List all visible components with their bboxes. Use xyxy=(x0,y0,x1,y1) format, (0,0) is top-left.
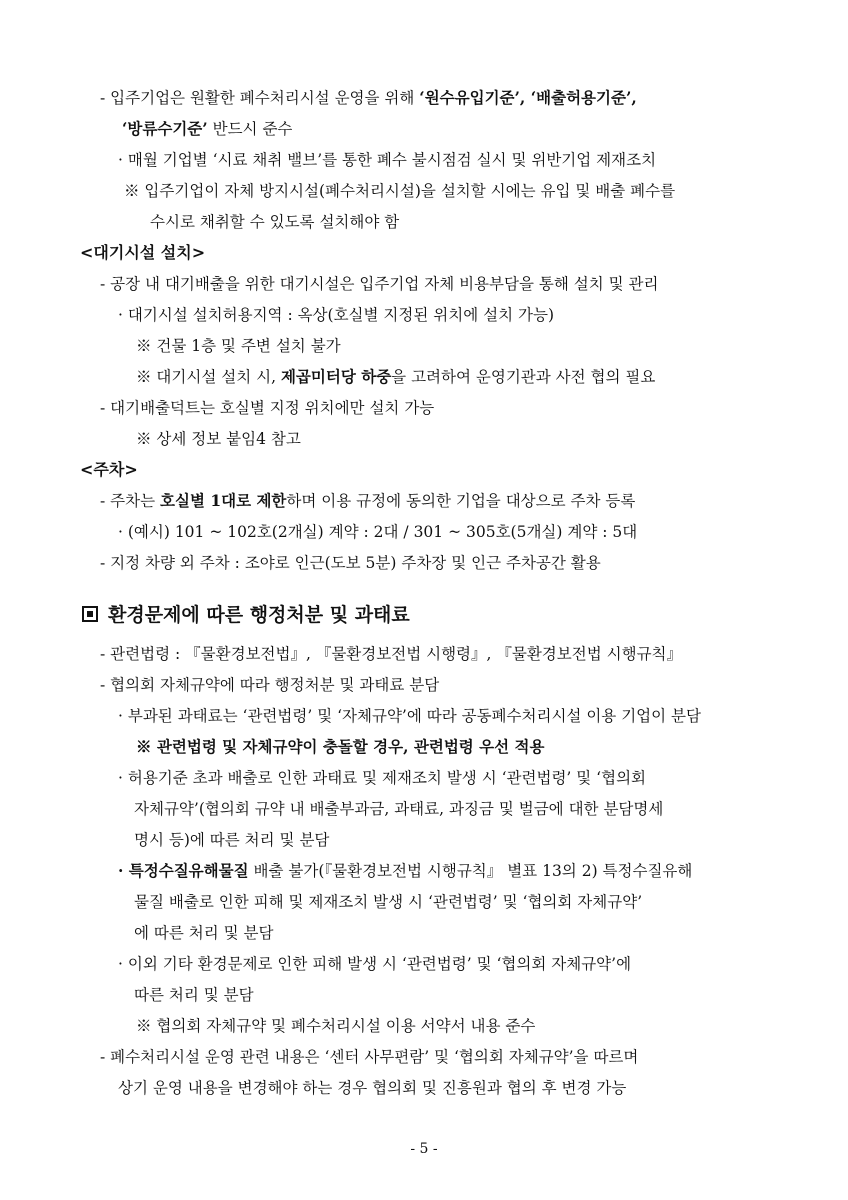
text-segment: 반드시 준수 xyxy=(207,120,293,138)
bold-text: 호실별 1대로 제한 xyxy=(160,491,287,510)
text-line: - 공장 내 대기배출을 위한 대기시설은 입주기업 자체 비용부담을 통해 설치 및 관리 xyxy=(100,275,659,293)
bold-text: 제곱미터당 하중 xyxy=(280,367,392,386)
text-segment: 하며 이용 규정에 동의한 기업을 대상으로 주차 등록 xyxy=(286,492,636,510)
section-title xyxy=(82,602,410,628)
bold-text: · 특정수질유해물질 xyxy=(118,861,249,880)
note-line: ※ 건물 1층 및 주변 설치 불가 xyxy=(136,337,341,355)
text-line: · 부과된 과태료는 ‘관련법령’ 및 ‘자체규약’에 따라 공동폐수처리시설 이용 기업이 분담 xyxy=(118,707,701,725)
subheading-air: <대기시설 설치> xyxy=(80,243,206,262)
note-line: ※ 입주기업이 자체 방지시설(폐수처리시설)을 설치할 시에는 유입 및 배출 폐수를 xyxy=(124,182,676,200)
text-line: 따른 처리 및 분담 xyxy=(134,986,254,1004)
text-line: - 협의회 자체규약에 따라 행정처분 및 과태료 분담 xyxy=(100,676,440,694)
text-segment: ※ 대기시설 설치 시, xyxy=(136,368,281,386)
text-line: 에 따른 처리 및 분담 xyxy=(134,924,274,942)
section-title-text: 환경문제에 따른 행정처분 및 과태료 xyxy=(108,604,410,626)
bold-text: ‘원수유입기준’, ‘배출허용기준’, xyxy=(419,88,637,107)
page-number: - 5 - xyxy=(410,1141,438,1157)
text-line xyxy=(100,490,635,512)
text-line xyxy=(122,118,292,140)
square-bullet-icon xyxy=(82,606,98,622)
text-segment: 을 고려하여 운영기관과 사전 협의 필요 xyxy=(391,368,656,386)
text-line: · 대기시설 설치허용지역 : 옥상(호실별 지정된 위치에 설치 가능) xyxy=(118,306,554,324)
text-line: - 지정 차량 외 주차 : 조야로 인근(도보 5분) 주차장 및 인근 주차공간 활용 xyxy=(100,554,601,572)
text-line: 자체규약’(협의회 규약 내 배출부과금, 과태료, 과징금 및 벌금에 대한 분담명세 xyxy=(134,800,664,818)
bold-text: ‘방류수기준’ xyxy=(122,119,208,138)
subheading-parking: <주차> xyxy=(80,460,138,479)
text-line: - 폐수처리시설 운영 관련 내용은 ‘센터 사무편람’ 및 ‘협의회 자체규약’을 따르며 xyxy=(100,1048,639,1066)
text-line: 상기 운영 내용을 변경해야 하는 경우 협의회 및 진흥원과 협의 후 변경 가능 xyxy=(118,1079,627,1097)
text-segment: 배출 불가(『물환경보전법 시행규칙』 별표 13의 2) 특정수질유해 xyxy=(248,862,693,880)
text-line: · (예시) 101 ~ 102호(2개실) 계약 : 2대 / 301 ~ 305호(5개실) 계약 : 5대 xyxy=(118,523,638,541)
text-segment: - 입주기업은 원활한 폐수처리시설 운영을 위해 xyxy=(100,89,420,107)
text-line: 명시 등)에 따른 처리 및 분담 xyxy=(134,831,330,849)
text-line: · 매월 기업별 ‘시료 채취 밸브’를 통한 폐수 불시점검 실시 및 위반기업 제재조치 xyxy=(118,151,657,169)
text-line xyxy=(100,87,637,109)
text-line: - 관련법령 : 『물환경보전법』, 『물환경보전법 시행령』, 『물환경보전법 시행규칙』 xyxy=(100,645,683,663)
text-line: · 허용기준 초과 배출로 인한 과태료 및 제재조치 발생 시 ‘관련법령’ 및 ‘협의회 xyxy=(118,769,647,787)
note-line: 수시로 채취할 수 있도록 설치해야 함 xyxy=(150,213,400,231)
text-segment: - 주차는 xyxy=(100,492,161,510)
note-line: ※ 상세 정보 붙임4 참고 xyxy=(136,430,301,448)
note-line-bold: ※ 관련법령 및 자체규약이 충돌할 경우, 관련법령 우선 적용 xyxy=(136,737,545,756)
text-line: 물질 배출로 인한 피해 및 제재조치 발생 시 ‘관련법령’ 및 ‘협의회 자체규약’ xyxy=(134,893,643,911)
text-line: - 대기배출덕트는 호실별 지정 위치에만 설치 가능 xyxy=(100,399,435,417)
text-line xyxy=(118,860,692,882)
note-line: ※ 협의회 자체규약 및 폐수처리시설 이용 서약서 내용 준수 xyxy=(136,1017,536,1035)
note-line xyxy=(136,366,655,388)
text-line: · 이외 기타 환경문제로 인한 피해 발생 시 ‘관련법령’ 및 ‘협의회 자체규약’에 xyxy=(118,955,632,973)
